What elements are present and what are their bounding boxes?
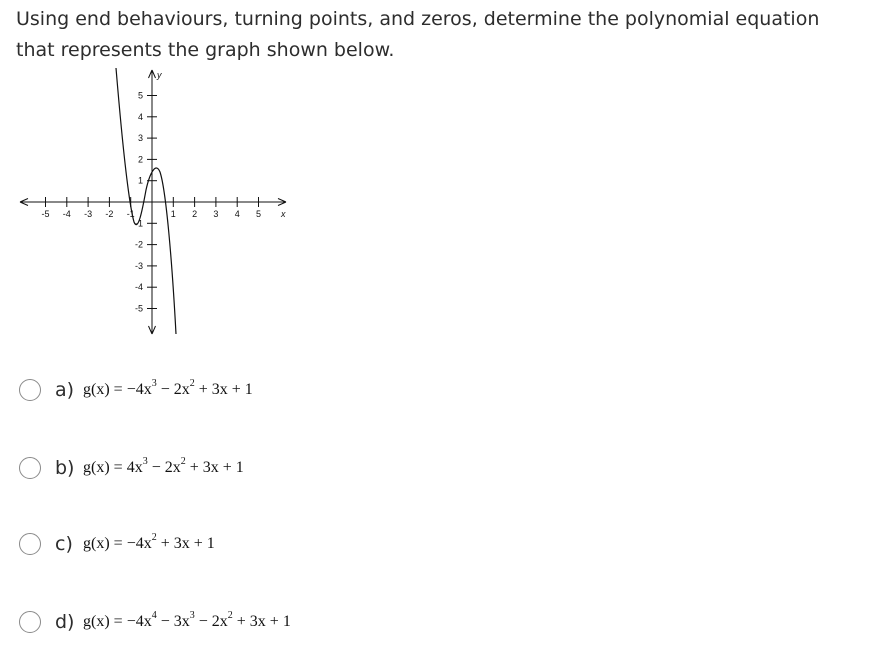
x-tick-label: 5 xyxy=(255,209,262,219)
option-equation: $g(x) = -4x^2 + 3x + 1$ xyxy=(83,531,215,552)
option-letter: a) xyxy=(55,379,75,401)
question-text: Using end behaviours, turning points, and zeros, determine the polynomial equation that represents the graph shown below. xyxy=(16,8,820,61)
option-equation: $g(x) = 4x^3 - 2x^2 + 3x + 1$ xyxy=(83,455,244,476)
x-tick-label: -5 xyxy=(41,209,50,219)
y-axis-label: y xyxy=(157,70,162,80)
y-tick-label: 2 xyxy=(137,154,143,165)
y-tick-label: -2 xyxy=(134,239,143,250)
y-tick-label: 3 xyxy=(137,133,143,144)
y-tick-label: -4 xyxy=(134,282,143,293)
y-tick-label: 1 xyxy=(137,175,143,186)
x-axis-label: x xyxy=(281,209,286,219)
answer-option[interactable] xyxy=(19,527,215,561)
radio-button[interactable] xyxy=(19,533,41,555)
y-tick-label: 4 xyxy=(137,111,143,122)
y-tick-label: -3 xyxy=(134,260,143,271)
answer-option[interactable] xyxy=(19,373,253,407)
x-tick-label: -2 xyxy=(105,209,114,219)
option-equation: $g(x) = -4x^4 - 3x^3 - 2x^2 + 3x + 1$ xyxy=(83,609,291,630)
option-letter: d) xyxy=(55,611,75,633)
x-tick-label: 1 xyxy=(170,209,176,219)
option-equation: $g(x) = -4x^3 - 2x^2 + 3x + 1$ xyxy=(83,377,253,398)
x-tick-label: -3 xyxy=(84,209,93,219)
radio-button[interactable] xyxy=(19,611,41,633)
answer-option[interactable] xyxy=(19,451,244,485)
function-curve xyxy=(116,68,176,334)
x-tick-label: -1 xyxy=(126,209,135,219)
x-tick-label: 4 xyxy=(234,209,240,219)
x-tick-label: -4 xyxy=(62,209,71,219)
radio-button[interactable] xyxy=(19,379,41,401)
y-tick-label: -1 xyxy=(134,218,143,229)
radio-button[interactable] xyxy=(19,457,41,479)
y-tick-label: 5 xyxy=(137,90,143,101)
y-tick-label: -5 xyxy=(134,303,143,314)
x-axis xyxy=(20,199,286,206)
x-tick-label: 3 xyxy=(213,209,219,219)
option-letter: c) xyxy=(55,533,73,555)
option-letter: b) xyxy=(55,457,75,479)
answer-option[interactable] xyxy=(19,605,291,639)
x-tick-label: 2 xyxy=(192,209,198,219)
